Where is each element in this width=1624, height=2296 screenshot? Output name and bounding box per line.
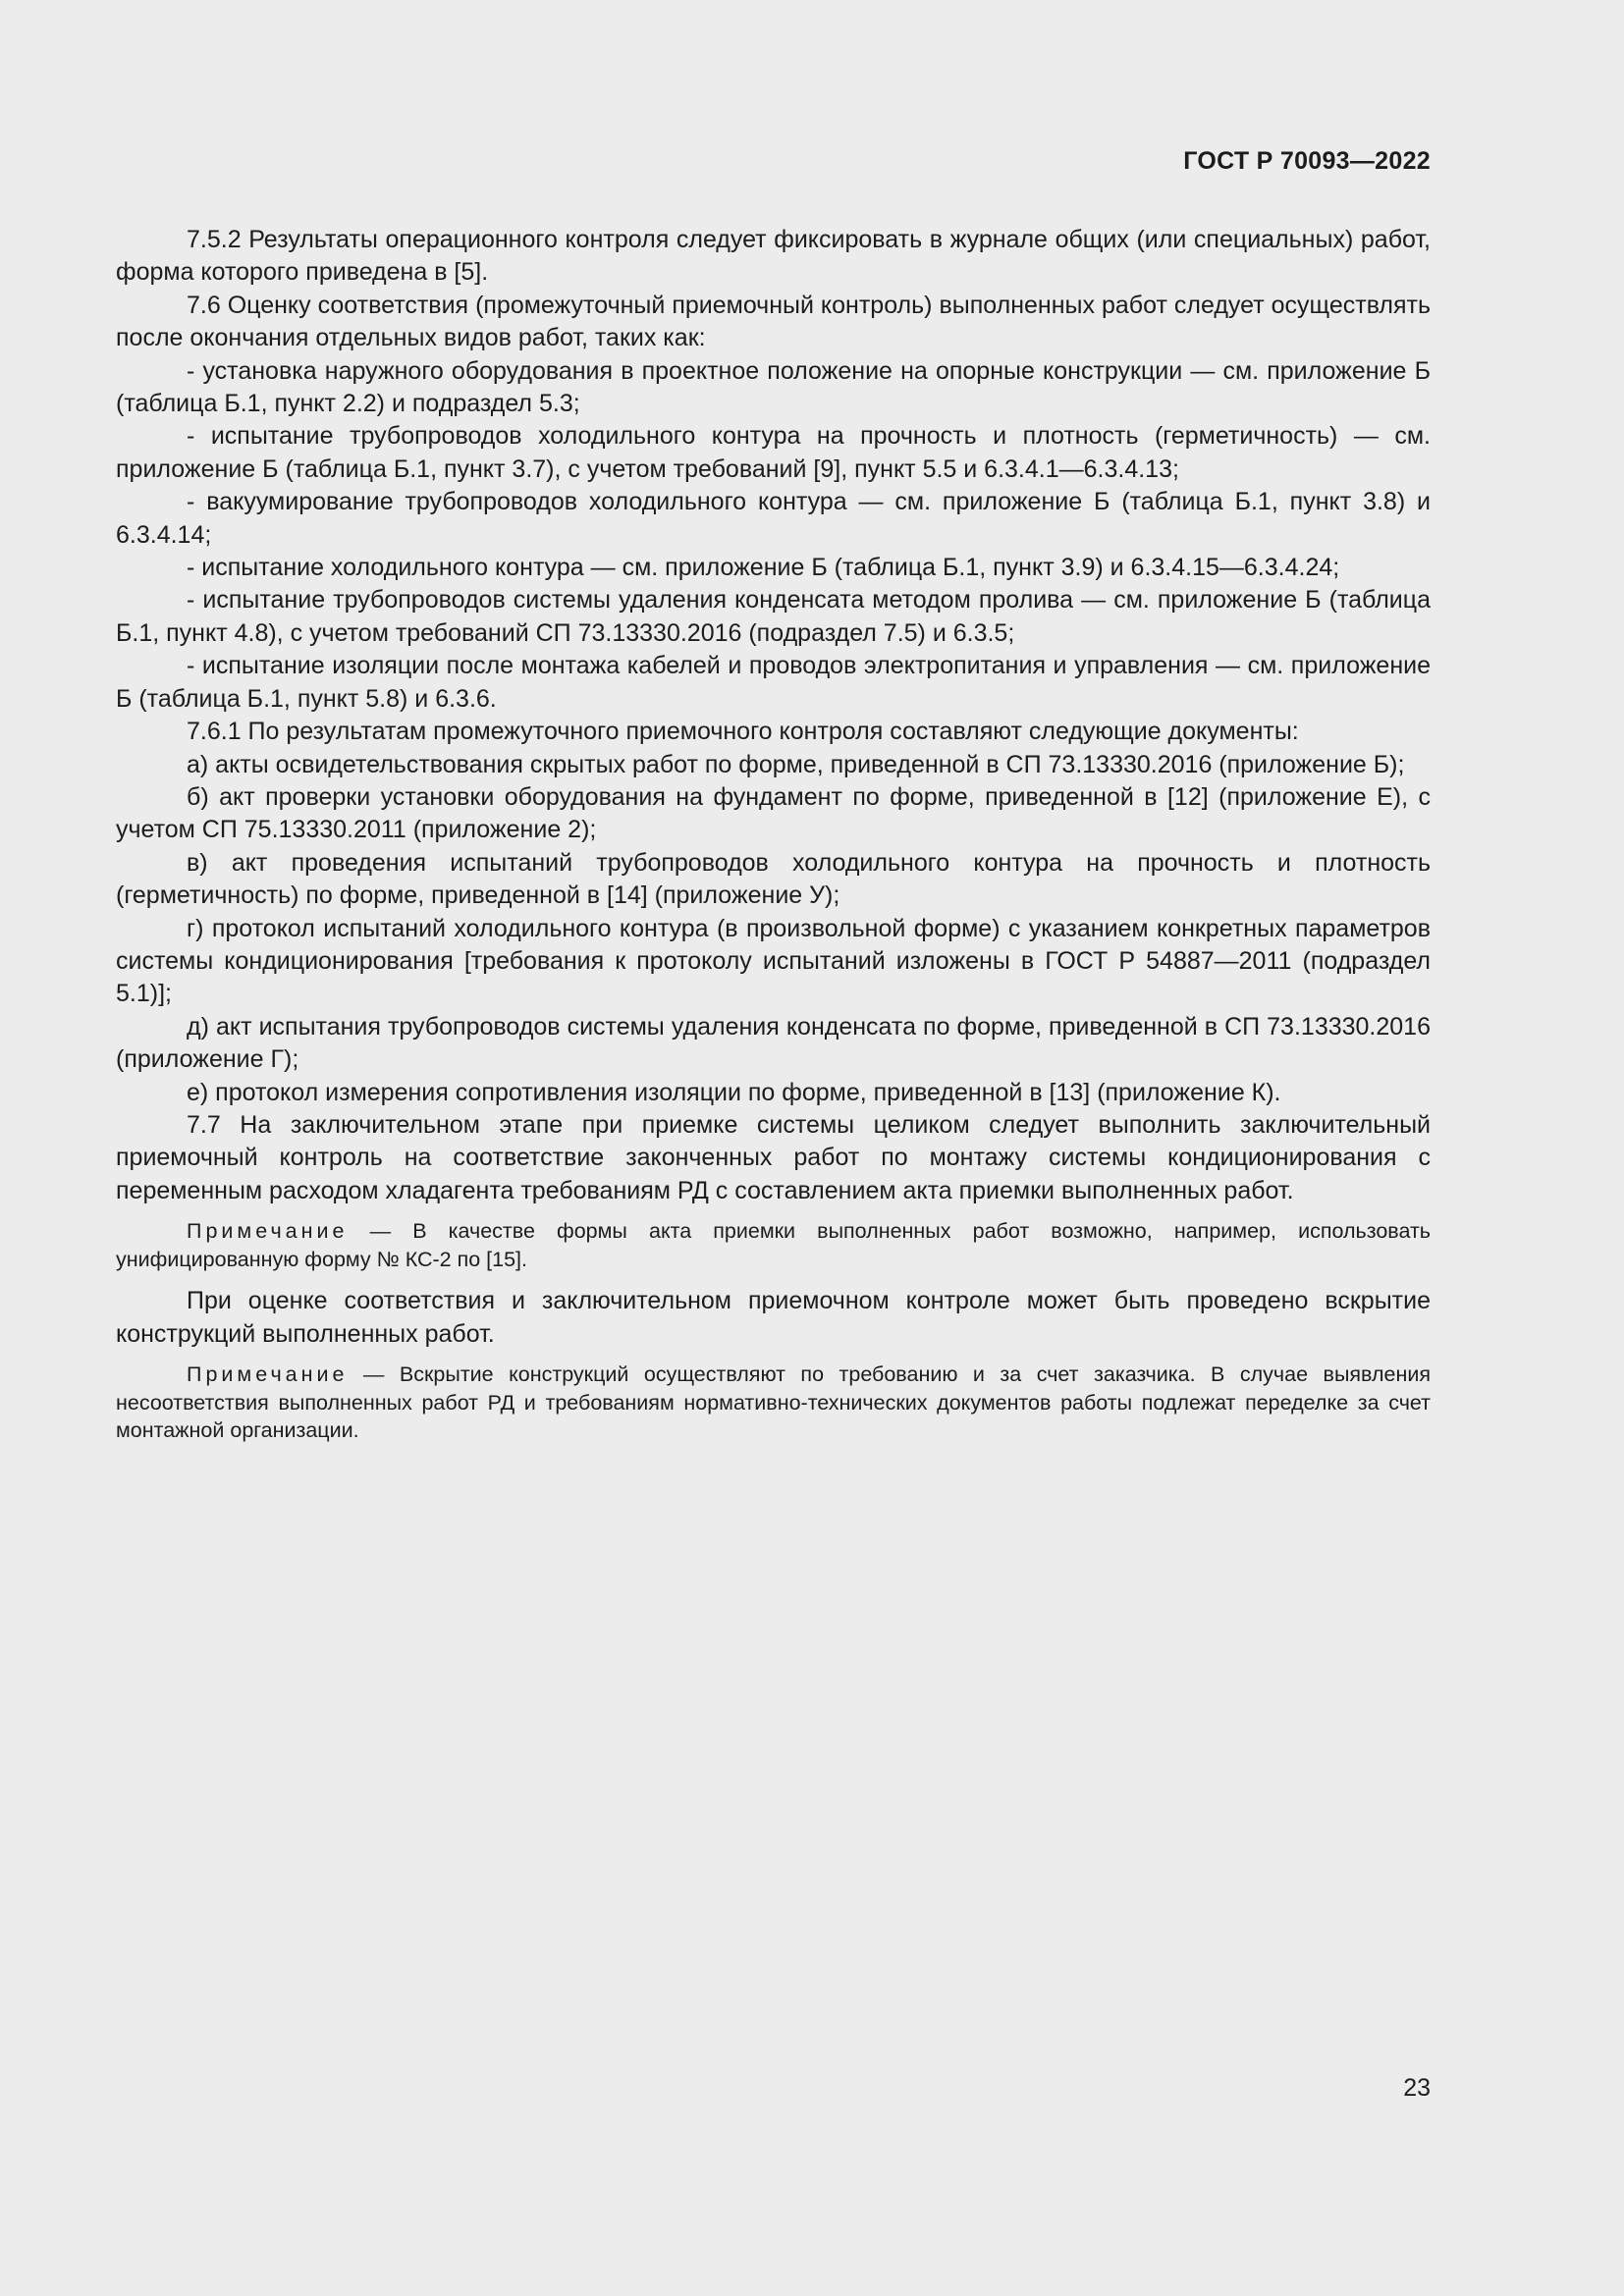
paragraph: При оценке соответствия и заключительном приемочном контроле может быть проведено вскрытие конструкций выполненных работ. <box>116 1287 1431 1348</box>
note-text: — В качестве формы акта приемки выполненных работ возможно, например, использовать унифицированную форму № КС-2 по [15]. <box>116 1219 1431 1271</box>
list-item: - испытание трубопроводов системы удаления конденсата методом пролива — см. приложение Б (таблица Б.1, пункт 4.8), с учетом требований СП 73.13330.2016 (подраздел 7.5) и 6.3.5; <box>116 586 1431 647</box>
list-item: д) акт испытания трубопроводов системы удаления конденсата по форме, приведенной в СП 73.13330.2016 (приложение Г); <box>116 1012 1431 1074</box>
note <box>116 1217 1431 1273</box>
paragraph: 7.5.2 Результаты операционного контроля следует фиксировать в журнале общих (или специальных) работ, форма которого приведена в [5]. <box>116 226 1431 287</box>
page-number: 23 <box>1403 2074 1431 2102</box>
list-item: в) акт проведения испытаний трубопроводов холодильного контура на прочность и плотность (герметичность) по форме, приведенной в [14] (приложение У); <box>116 848 1431 910</box>
note-label: Примечание <box>187 1362 349 1386</box>
paragraph: 7.7 На заключительном этапе при приемке системы целиком следует выполнить заключительный приемочный контроль на соответствие законченных работ по монтажу системы кондиционирования с переменным расходом хладагента требованиям РД с составлением акта приемки выполненных работ. <box>116 1110 1431 1204</box>
paragraph: 7.6.1 По результатам промежуточного приемочного контроля составляют следующие документы: <box>187 718 1299 746</box>
document-header: ГОСТ Р 70093—2022 <box>1183 147 1431 175</box>
note-label: Примечание <box>187 1219 349 1244</box>
list-item: - вакуумирование трубопроводов холодильного контура — см. приложение Б (таблица Б.1, пункт 3.8) и 6.3.4.14; <box>116 488 1431 549</box>
list-item: б) акт проверки установки оборудования на фундамент по форме, приведенной в [12] (приложение Е), с учетом СП 75.13330.2011 (приложение 2); <box>116 782 1431 844</box>
document-body <box>116 224 1431 1457</box>
list-item: г) протокол испытаний холодильного контура (в произвольной форме) с указанием конкретных параметров системы кондиционирования [требования к протоколу испытаний изложены в ГОСТ Р 54887—2011 (подраздел 5.1)]; <box>116 914 1431 1008</box>
list-item: - испытание холодильного контура — см. приложение Б (таблица Б.1, пункт 3.9) и 6.3.4.15—6.3.4.24; <box>187 554 1340 582</box>
list-item: - испытание трубопроводов холодильного контура на прочность и плотность (герметичность) — см. приложение Б (таблица Б.1, пункт 3.7), с учетом требований [9], пункт 5.5 и 6.3.4.1—6.3.4.13; <box>116 422 1431 483</box>
paragraph: 7.6 Оценку соответствия (промежуточный приемочный контроль) выполненных работ следует осуществлять после окончания отдельных видов работ, таких как: <box>116 291 1431 352</box>
list-item: - установка наружного оборудования в проектное положение на опорные конструкции — см. приложение Б (таблица Б.1, пункт 2.2) и подраздел 5.3; <box>116 356 1431 418</box>
note-text: — Вскрытие конструкций осуществляют по требованию и за счет заказчика. В случае выявления несоответствия выполненных работ РД и требованиям нормативно-технических документов работы подлежат переделке за счет монтажной организации. <box>116 1362 1431 1442</box>
list-item: а) акты освидетельствования скрытых работ по форме, приведенной в СП 73.13330.2016 (приложение Б); <box>187 750 1405 778</box>
list-item: - испытание изоляции после монтажа кабелей и проводов электропитания и управления — см. приложение Б (таблица Б.1, пункт 5.8) и 6.3.6. <box>116 652 1431 713</box>
note <box>116 1361 1431 1445</box>
list-item: е) протокол измерения сопротивления изоляции по форме, приведенной в [13] (приложение К). <box>187 1078 1281 1106</box>
